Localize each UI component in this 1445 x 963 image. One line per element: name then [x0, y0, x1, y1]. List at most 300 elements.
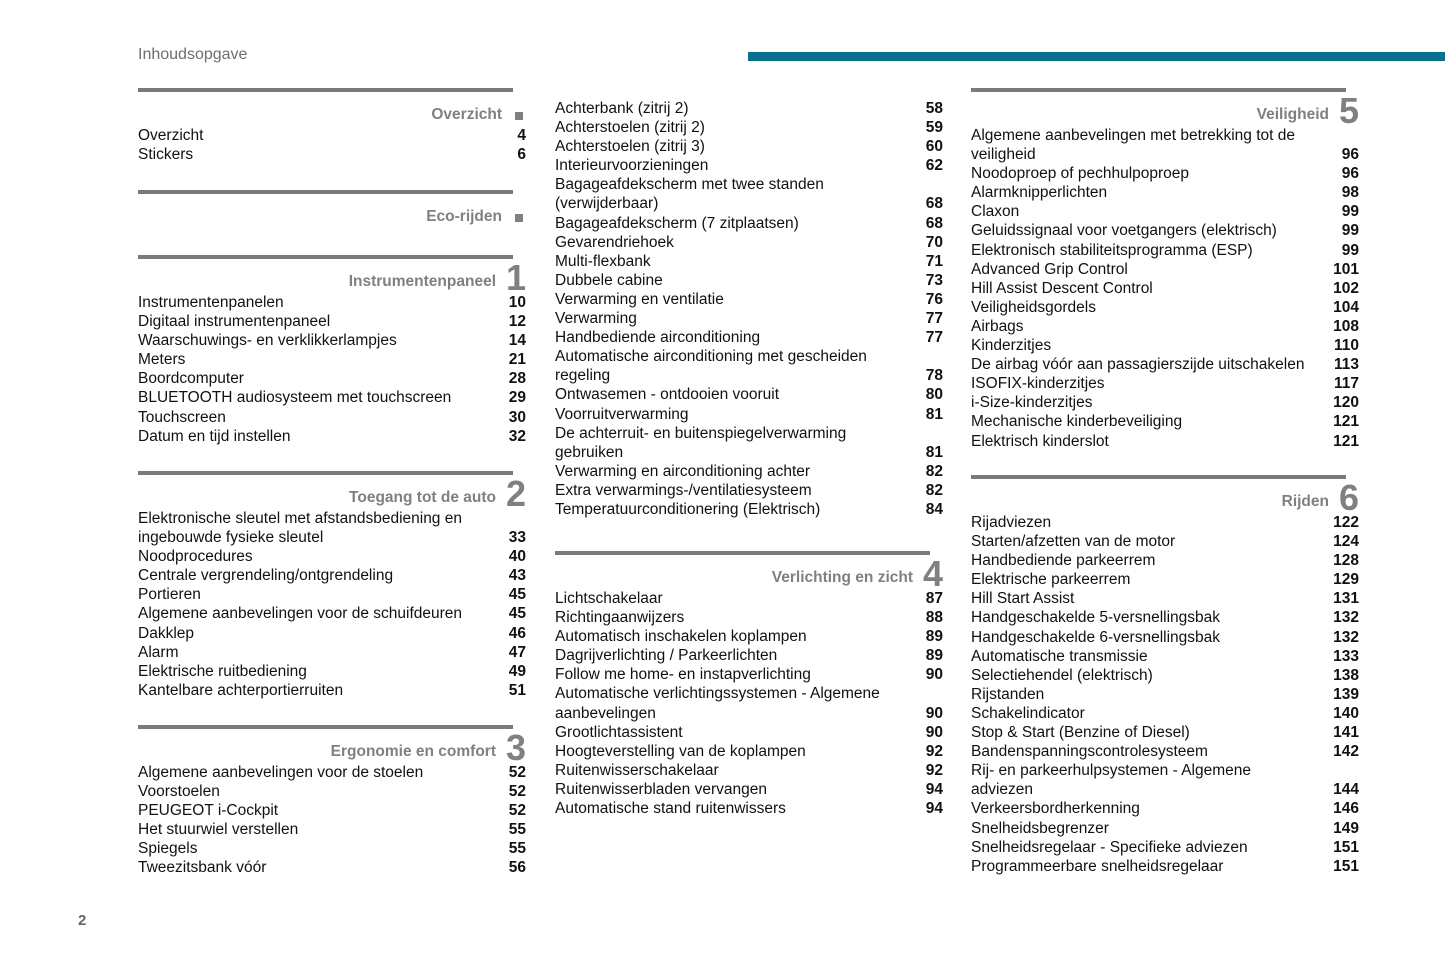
toc-entry-title: Noodoproep of pechhulpoproep [971, 165, 1190, 183]
toc-entry-title: Stop & Start (Benzine of Diesel) [971, 724, 1190, 742]
section-header[interactable] [971, 479, 1359, 513]
toc-entry[interactable] [138, 585, 526, 604]
toc-entry-title: Achterbank (zitrij 2) [555, 100, 689, 117]
section-title: Ergonomie en comfort [330, 743, 496, 760]
page-number: 2 [78, 912, 87, 929]
toc-entry-title: Temperatuurconditionering (Elektrisch) [555, 500, 821, 518]
toc-entry-page-number: 94 [925, 780, 943, 798]
toc-entry-title: Datum en tijd instellen [138, 427, 291, 445]
toc-entry-page-number: 87 [925, 590, 943, 607]
toc-entry[interactable] [971, 570, 1359, 589]
toc-entry-title: Mechanische kinderbeveiliging [971, 413, 1183, 431]
toc-entry[interactable] [971, 279, 1359, 298]
toc-entry-page-number: 90 [925, 704, 943, 722]
toc-entry-page-number: 89 [925, 647, 943, 665]
toc-entry-title: Meters [138, 351, 186, 369]
toc-entry-page-number: 92 [925, 761, 943, 779]
toc-entry[interactable] [971, 432, 1359, 451]
toc-entry-title: Achterstoelen (zitrij 2) [555, 119, 705, 137]
toc-entry-title: Ruitenwisserbladen vervangen [555, 780, 767, 798]
toc-entry-title: Digitaal instrumentenpaneel [138, 313, 331, 331]
toc-entry-title: Automatische transmissie [971, 647, 1148, 665]
header-accent-bar [748, 52, 1445, 61]
toc-entry-page-number: 14 [508, 332, 526, 350]
toc-entry-list [971, 126, 1359, 451]
toc-entry-title: Verwarming en ventilatie [555, 290, 724, 308]
toc-entry-title: Automatische verlichtingssystemen - Algemene aanbevelingen [555, 685, 880, 722]
toc-entry[interactable] [555, 214, 943, 233]
toc-section [138, 725, 526, 878]
toc-entry[interactable] [138, 604, 526, 623]
toc-entry-title: Gevarendriehoek [555, 233, 674, 251]
toc-section [555, 551, 943, 818]
toc-entry-title: Algemene aanbevelingen met betrekking tot de veiligheid [971, 127, 1295, 164]
toc-entry-page-number: 102 [1333, 279, 1359, 297]
toc-entry-title: Automatische airconditioning met gescheiden regeling [555, 348, 867, 385]
toc-entry-title: Alarmknipperlichten [971, 184, 1108, 202]
toc-entry[interactable] [555, 175, 943, 213]
toc-entry[interactable] [555, 290, 943, 309]
toc-entry-page-number: 55 [508, 821, 526, 839]
toc-entry-title: Bandenspanningscontrolesysteem [971, 743, 1208, 761]
toc-entry[interactable] [555, 309, 943, 328]
toc-entry[interactable] [555, 405, 943, 424]
toc-entry-page-number: 151 [1333, 838, 1359, 856]
toc-entry-title: Boordcomputer [138, 370, 244, 388]
toc-entry-title: Rijadviezen [971, 514, 1052, 531]
toc-entry-page-number: 142 [1333, 743, 1359, 761]
toc-entry-title: Dagrijverlichting / Parkeerlichten [555, 647, 778, 665]
toc-entry-title: i-Size-kinderzitjes [971, 394, 1093, 412]
toc-entry-page-number: 81 [925, 405, 943, 423]
toc-entry-page-number: 113 [1333, 356, 1359, 374]
toc-entry-title: Alarm [138, 643, 179, 661]
toc-entry-page-number: 82 [925, 481, 943, 499]
toc-entry-title: Snelheidsbegrenzer [971, 819, 1109, 837]
toc-entry-page-number: 30 [508, 408, 526, 426]
toc-entry[interactable] [971, 183, 1359, 202]
toc-entry-page-number: 144 [1333, 781, 1359, 799]
toc-entry-page-number: 131 [1333, 590, 1359, 608]
toc-entry-page-number: 76 [925, 290, 943, 308]
toc-entry[interactable] [971, 317, 1359, 336]
section-number: 2 [505, 475, 526, 509]
toc-entry[interactable] [138, 369, 526, 388]
toc-entry-title: Dakklep [138, 624, 194, 642]
toc-entry-title: Hoogteverstelling van de koplampen [555, 742, 806, 760]
section-title: Veiligheid [1256, 106, 1329, 123]
toc-entry[interactable] [138, 643, 526, 662]
toc-entry-title: Achterstoelen (zitrij 3) [555, 138, 705, 156]
toc-entry[interactable] [971, 799, 1359, 818]
toc-entry[interactable] [971, 685, 1359, 704]
toc-entry-page-number: 108 [1333, 317, 1359, 335]
toc-entry-page-number: 121 [1333, 432, 1359, 450]
toc-entry-title: Advanced Grip Control [971, 260, 1128, 278]
toc-entry[interactable] [971, 221, 1359, 240]
toc-entry-page-number: 60 [925, 138, 943, 156]
toc-entry-page-number: 129 [1333, 571, 1359, 589]
toc-entry[interactable] [138, 801, 526, 820]
section-header[interactable] [138, 475, 526, 509]
toc-entry-page-number: 89 [925, 628, 943, 646]
toc-entry-page-number: 80 [925, 386, 943, 404]
toc-entry-title: Claxon [971, 203, 1020, 221]
toc-entry-list [555, 589, 943, 818]
toc-entry-page-number: 99 [1341, 222, 1359, 240]
toc-entry-title: Kinderzitjes [971, 337, 1052, 355]
toc-entry-title: Voorstoelen [138, 783, 220, 801]
toc-entry[interactable] [138, 681, 526, 700]
toc-entry[interactable] [555, 347, 943, 385]
toc-entry[interactable] [971, 857, 1359, 876]
toc-entry-page-number: 70 [925, 233, 943, 251]
toc-entry[interactable] [555, 99, 943, 118]
toc-entry[interactable] [971, 723, 1359, 742]
toc-entry-page-number: 32 [508, 427, 526, 445]
toc-entry[interactable] [138, 839, 526, 858]
toc-entry[interactable] [555, 723, 943, 742]
toc-entry-title: Starten/afzetten van de motor [971, 533, 1176, 551]
toc-entry-title: Elektronisch stabiliteitsprogramma (ESP) [971, 241, 1253, 259]
section-header[interactable] [138, 92, 526, 126]
toc-entry-page-number: 81 [925, 443, 943, 461]
toc-entry-page-number: 77 [925, 329, 943, 347]
toc-entry-page-number: 120 [1333, 394, 1359, 412]
toc-entry[interactable] [971, 704, 1359, 723]
toc-entry[interactable] [555, 646, 943, 665]
toc-entry[interactable] [138, 427, 526, 446]
toc-entry-page-number: 52 [508, 764, 526, 781]
toc-entry-title: Stickers [138, 146, 194, 164]
toc-entry-page-number: 28 [508, 370, 526, 388]
toc-entry-page-number: 98 [1341, 184, 1359, 202]
toc-entry[interactable] [555, 780, 943, 799]
toc-entry-title: Tweezitsbank vóór [138, 859, 267, 877]
toc-entry-title: Hill Assist Descent Control [971, 279, 1153, 297]
section-title: Toegang tot de auto [349, 489, 496, 506]
toc-entry-title: Noodprocedures [138, 548, 253, 566]
toc-entry-title: Waarschuwings- en verklikkerlampjes [138, 332, 397, 350]
toc-entry-title: De achterruit- en buitenspiegelverwarming gebruiken [555, 424, 847, 461]
toc-entry-page-number: 73 [925, 271, 943, 289]
toc-entry-page-number: 49 [508, 662, 526, 680]
section-number: 6 [1338, 479, 1359, 513]
toc-entry[interactable] [555, 481, 943, 500]
toc-entry-title: Rijstanden [971, 685, 1045, 703]
toc-entry-title: Airbags [971, 317, 1024, 335]
toc-entry[interactable] [555, 156, 943, 175]
section-title: Verlichting en zicht [771, 569, 913, 586]
toc-entry[interactable] [971, 532, 1359, 551]
toc-entry-title: Elektrische parkeerrem [971, 571, 1131, 589]
square-marker-icon [515, 214, 523, 222]
section-header[interactable] [971, 92, 1359, 126]
section-header[interactable] [138, 259, 526, 293]
toc-entry-page-number: 45 [508, 605, 526, 623]
toc-entry-title: Multi-flexbank [555, 252, 651, 270]
toc-entry-title: Interieurvoorzieningen [555, 157, 709, 175]
toc-entry-title: Dubbele cabine [555, 271, 663, 289]
toc-entry-page-number: 94 [925, 800, 943, 818]
toc-entry-page-number: 21 [508, 351, 526, 369]
toc-entry-page-number: 33 [508, 529, 526, 547]
toc-entry[interactable] [971, 628, 1359, 647]
toc-entry-page-number: 96 [1341, 146, 1359, 164]
toc-section [971, 475, 1359, 876]
toc-entry-title: Geluidssignaal voor voetgangers (elektrisch) [971, 222, 1277, 240]
toc-entry-page-number: 128 [1333, 552, 1359, 570]
toc-entry[interactable] [971, 412, 1359, 431]
toc-entry-page-number: 149 [1333, 819, 1359, 837]
toc-entry[interactable] [971, 374, 1359, 393]
toc-entry[interactable] [971, 819, 1359, 838]
section-number: 1 [505, 259, 526, 293]
toc-entry-title: De airbag vóór aan passagierszijde uitschakelen [971, 356, 1305, 374]
toc-entry[interactable] [138, 312, 526, 331]
page-title: Inhoudsopgave [138, 46, 248, 63]
toc-entry[interactable] [138, 126, 526, 145]
toc-entry-page-number: 78 [925, 367, 943, 385]
toc-entry-page-number: 52 [508, 802, 526, 820]
toc-entry-title: Handgeschakelde 6-versnellingsbak [971, 628, 1221, 646]
toc-entry-title: Automatisch inschakelen koplampen [555, 628, 807, 646]
toc-entry-title: Follow me home- en instapverlichting [555, 666, 811, 684]
toc-entry[interactable] [971, 647, 1359, 666]
toc-entry[interactable] [971, 164, 1359, 183]
toc-entry-title: Handgeschakelde 5-versnellingsbak [971, 609, 1221, 627]
toc-section [138, 255, 526, 446]
toc-entry[interactable] [555, 742, 943, 761]
toc-entry[interactable] [555, 500, 943, 519]
toc-entry[interactable] [971, 608, 1359, 627]
toc-entry-page-number: 104 [1333, 298, 1359, 316]
toc-entry-page-number: 84 [925, 500, 943, 518]
toc-entry-list [138, 763, 526, 878]
toc-entry-title: ISOFIX-kinderzitjes [971, 375, 1105, 393]
toc-section [138, 88, 526, 164]
toc-entry-page-number: 77 [925, 310, 943, 328]
toc-entry[interactable] [971, 666, 1359, 685]
toc-entry-page-number: 45 [508, 586, 526, 604]
toc-entry-page-number: 151 [1333, 857, 1359, 875]
toc-entry[interactable] [138, 624, 526, 643]
toc-entry-title: Elektronische sleutel met afstandsbediening en ingebouwde fysieke sleutel [138, 510, 462, 547]
toc-entry[interactable] [138, 350, 526, 369]
toc-entry-title: Algemene aanbevelingen voor de schuifdeuren [138, 605, 463, 623]
toc-section [138, 471, 526, 700]
toc-entry[interactable] [555, 799, 943, 818]
section-number: 3 [505, 729, 526, 763]
toc-entry-page-number: 92 [925, 742, 943, 760]
toc-entry[interactable] [555, 665, 943, 684]
toc-entry-page-number: 132 [1333, 628, 1359, 646]
toc-entry[interactable] [555, 252, 943, 271]
toc-entry-title: Ontwasemen - ontdooien vooruit [555, 386, 780, 404]
toc-entry[interactable] [555, 271, 943, 290]
toc-entry-page-number: 124 [1333, 533, 1359, 551]
toc-entry[interactable] [971, 355, 1359, 374]
toc-entry-title: Schakelindicator [971, 704, 1085, 722]
toc-entry-title: Touchscreen [138, 408, 226, 426]
toc-entry[interactable] [555, 137, 943, 156]
toc-entry-title: Hill Start Assist [971, 590, 1075, 608]
toc-entry-title: Richtingaanwijzers [555, 609, 685, 627]
toc-entry[interactable] [138, 408, 526, 427]
toc-entry-title: Het stuurwiel verstellen [138, 821, 299, 839]
toc-entry[interactable] [971, 742, 1359, 761]
toc-entry[interactable] [555, 385, 943, 404]
toc-entry[interactable] [138, 858, 526, 877]
section-title: Rijden [1281, 493, 1329, 510]
toc-entry[interactable] [138, 820, 526, 839]
toc-entry-page-number: 59 [925, 119, 943, 137]
toc-entry-title: Spiegels [138, 840, 198, 858]
toc-entry-list [138, 126, 526, 164]
toc-entry-page-number: 88 [925, 609, 943, 627]
toc-entry-title: Bagageafdekscherm (7 zitplaatsen) [555, 214, 799, 232]
toc-entry[interactable] [555, 589, 943, 608]
toc-entry[interactable] [138, 782, 526, 801]
toc-entry[interactable] [971, 241, 1359, 260]
toc-entry-page-number: 117 [1333, 375, 1359, 393]
toc-entry[interactable] [555, 684, 943, 722]
toc-entry[interactable] [138, 509, 526, 547]
toc-entry-page-number: 58 [925, 100, 943, 117]
toc-entry-page-number: 101 [1333, 260, 1359, 278]
section-header[interactable] [138, 194, 526, 228]
toc-entry[interactable] [971, 260, 1359, 279]
toc-entry-title: Algemene aanbevelingen voor de stoelen [138, 764, 424, 781]
toc-entry-page-number: 12 [508, 313, 526, 331]
toc-entry[interactable] [138, 388, 526, 407]
toc-entry-title: PEUGEOT i-Cockpit [138, 802, 279, 820]
toc-entry-page-number: 138 [1333, 666, 1359, 684]
toc-entry[interactable] [138, 547, 526, 566]
toc-entry[interactable] [555, 761, 943, 780]
toc-entry-title: Lichtschakelaar [555, 590, 663, 607]
toc-entry[interactable] [971, 513, 1359, 532]
section-header[interactable] [138, 729, 526, 763]
toc-entry-title: Automatische stand ruitenwissers [555, 800, 786, 818]
toc-entry[interactable] [555, 462, 943, 481]
toc-entry-title: BLUETOOTH audiosysteem met touchscreen [138, 389, 452, 407]
toc-entry-title: Programmeerbare snelheidsregelaar [971, 857, 1224, 875]
toc-entry-title: Snelheidsregelaar - Specifieke adviezen [971, 838, 1248, 856]
toc-entry-page-number: 29 [508, 389, 526, 407]
toc-entry-page-number: 90 [925, 666, 943, 684]
toc-entry-list [138, 509, 526, 700]
toc-entry-list [555, 99, 943, 519]
toc-entry-page-number: 46 [508, 624, 526, 642]
toc-entry[interactable] [971, 126, 1359, 164]
toc-entry-title: Extra verwarmings-/ventilatiesysteem [555, 481, 812, 499]
toc-entry-page-number: 40 [508, 548, 526, 566]
section-title: Instrumentenpaneel [348, 273, 496, 290]
toc-entry-page-number: 96 [1341, 165, 1359, 183]
toc-entry-title: Rij- en parkeerhulpsystemen - Algemene adviezen [971, 762, 1251, 799]
toc-entry[interactable] [555, 328, 943, 347]
toc-entry[interactable] [555, 608, 943, 627]
toc-entry[interactable] [555, 118, 943, 137]
toc-entry-page-number: 110 [1333, 337, 1359, 355]
toc-entry[interactable] [971, 838, 1359, 857]
section-number: 5 [1338, 92, 1359, 126]
toc-entry[interactable] [138, 662, 526, 681]
toc-entry[interactable] [555, 627, 943, 646]
toc-entry[interactable] [555, 424, 943, 462]
toc-entry[interactable] [971, 393, 1359, 412]
toc-entry-page-number: 82 [925, 462, 943, 480]
toc-entry-title: Centrale vergrendeling/ontgrendeling [138, 567, 394, 585]
toc-entry-title: Selectiehendel (elektrisch) [971, 666, 1153, 684]
toc-entry-title: Verkeersbordherkenning [971, 800, 1140, 818]
toc-entry[interactable] [971, 589, 1359, 608]
toc-continued-entries [555, 99, 943, 519]
toc-entry[interactable] [138, 293, 526, 312]
toc-entry-title: Instrumentenpanelen [138, 294, 284, 311]
toc-entry-title: Portieren [138, 586, 201, 604]
toc-entry-page-number: 68 [925, 214, 943, 232]
toc-entry-page-number: 56 [508, 859, 526, 877]
toc-entry-list [138, 293, 526, 446]
toc-entry-page-number: 47 [508, 643, 526, 661]
toc-entry-page-number: 141 [1333, 724, 1359, 742]
toc-entry-page-number: 133 [1333, 647, 1359, 665]
toc-entry-page-number: 121 [1333, 413, 1359, 431]
toc-entry[interactable] [971, 551, 1359, 570]
toc-section [971, 88, 1359, 451]
toc-entry-page-number: 139 [1333, 685, 1359, 703]
toc-entry-page-number: 4 [517, 127, 526, 144]
toc-entry[interactable] [138, 331, 526, 350]
toc-entry[interactable] [971, 202, 1359, 221]
toc-entry-page-number: 99 [1341, 203, 1359, 221]
toc-entry-page-number: 55 [508, 840, 526, 858]
toc-entry-title: Handbediende parkeerrem [971, 552, 1156, 570]
toc-entry-page-number: 52 [508, 783, 526, 801]
toc-entry-page-number: 146 [1333, 800, 1359, 818]
toc-entry-title: Verwarming en airconditioning achter [555, 462, 811, 480]
toc-entry-page-number: 140 [1333, 704, 1359, 722]
toc-entry-page-number: 6 [517, 146, 526, 164]
toc-entry-title: Bagageafdekscherm met twee standen (verwijderbaar) [555, 176, 824, 213]
toc-entry-page-number: 51 [508, 681, 526, 699]
toc-entry[interactable] [138, 566, 526, 585]
toc-entry-page-number: 43 [508, 567, 526, 585]
toc-section [138, 190, 526, 228]
section-title: Overzicht [431, 106, 502, 123]
toc-entry-title: Grootlichtassistent [555, 723, 683, 741]
toc-entry-list [971, 513, 1359, 876]
toc-entry-page-number: 68 [925, 195, 943, 213]
toc-entry[interactable] [138, 763, 526, 782]
toc-entry-title: Voorruitverwarming [555, 405, 689, 423]
toc-entry[interactable] [971, 298, 1359, 317]
section-header[interactable] [555, 555, 943, 589]
toc-entry-title: Kantelbare achterportierruiten [138, 681, 344, 699]
toc-entry[interactable] [138, 145, 526, 164]
toc-entry[interactable] [555, 233, 943, 252]
toc-entry-page-number: 99 [1341, 241, 1359, 259]
toc-entry-title: Verwarming [555, 310, 637, 328]
toc-entry-page-number: 10 [508, 294, 526, 311]
toc-entry-title: Veiligheidsgordels [971, 298, 1096, 316]
toc-entry-title: Overzicht [138, 127, 204, 144]
toc-entry[interactable] [971, 761, 1359, 799]
toc-entry[interactable] [971, 336, 1359, 355]
toc-entry-page-number: 132 [1333, 609, 1359, 627]
